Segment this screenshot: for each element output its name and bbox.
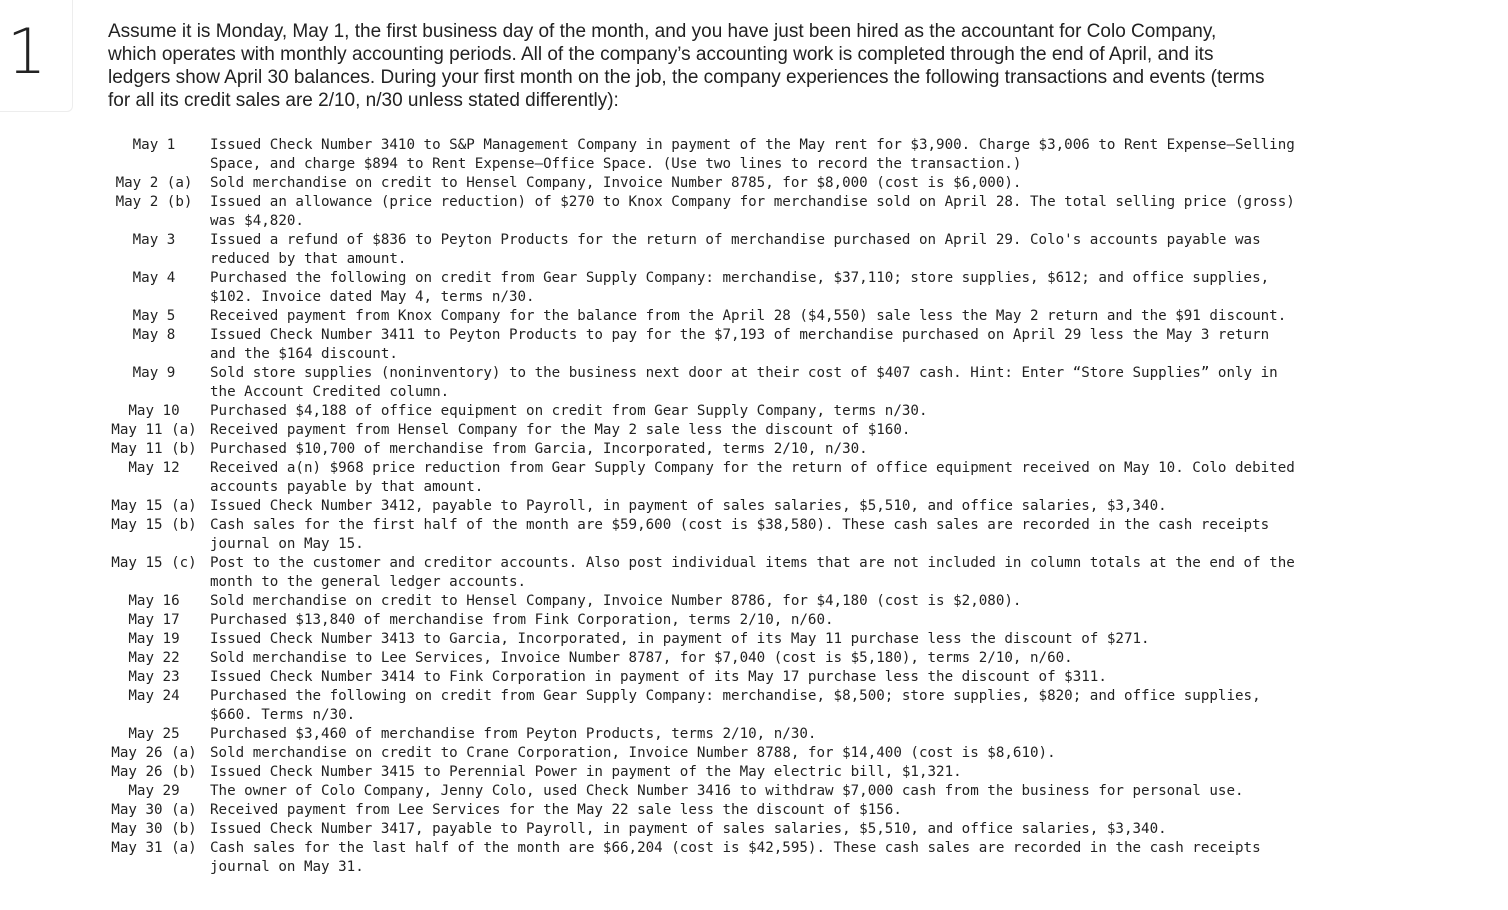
- transaction-row: [108, 516, 1298, 554]
- transaction-row: [108, 440, 1298, 459]
- transaction-description: Purchased $10,700 of merchandise from Garcia, Incorporated, terms 2/10, n/30.: [210, 441, 868, 457]
- transaction-row: [108, 744, 1298, 763]
- transaction-row: [108, 136, 1298, 174]
- transaction-row: [108, 326, 1298, 364]
- transaction-row: [108, 497, 1298, 516]
- transaction-description: Sold merchandise on credit to Hensel Company, Invoice Number 8785, for $8,000 (cost is $6,000).: [210, 175, 1022, 191]
- transaction-description: Issued Check Number 3410 to S&P Management Company in payment of the May rent for $3,900. Charge $3,006 to Rent Expense—Selling Space, and charge $894 to Rent Expense—Office Space. (Use two lines to record the transaction.): [210, 137, 1295, 172]
- transaction-date: May 22: [128, 650, 180, 666]
- transaction-row: [108, 782, 1298, 801]
- transaction-row: [108, 668, 1298, 687]
- transaction-description: Issued Check Number 3415 to Perennial Power in payment of the May electric bill, $1,321.: [210, 764, 962, 780]
- transaction-description: Purchased $3,460 of merchandise from Peyton Products, terms 2/10, n/30.: [210, 726, 817, 742]
- transaction-date: May 2 (b): [115, 194, 193, 210]
- transaction-description: Issued an allowance (price reduction) of $270 to Knox Company for merchandise sold on April 28. The total selling price (gross) was $4,820.: [210, 194, 1295, 229]
- transaction-date: May 2 (a): [115, 175, 193, 191]
- transaction-date: May 11 (a): [111, 422, 197, 438]
- transaction-description: Cash sales for the last half of the month are $66,204 (cost is $42,595). These cash sales are recorded in the cash receipts journal on May 31.: [210, 840, 1261, 875]
- transaction-date: May 29: [128, 783, 180, 799]
- transaction-date: May 10: [128, 403, 180, 419]
- transaction-date: May 26 (b): [111, 764, 197, 780]
- transaction-date: May 15 (c): [111, 555, 197, 571]
- transaction-date: May 30 (b): [111, 821, 197, 837]
- transaction-description: Received payment from Hensel Company for the May 2 sale less the discount of $160.: [210, 422, 911, 438]
- transaction-row: [108, 231, 1298, 269]
- transaction-description: Purchased $13,840 of merchandise from Fink Corporation, terms 2/10, n/60.: [210, 612, 834, 628]
- transaction-date: May 11 (b): [111, 441, 197, 457]
- transaction-description: Issued Check Number 3412, payable to Payroll, in payment of sales salaries, $5,510, and office salaries, $3,340.: [210, 498, 1167, 514]
- transaction-row: [108, 839, 1298, 877]
- transaction-date: May 26 (a): [111, 745, 197, 761]
- transaction-description: Issued a refund of $836 to Peyton Products for the return of merchandise purchased on April 29. Colo's accounts payable was reduced by that amount.: [210, 232, 1261, 267]
- transaction-description: Issued Check Number 3413 to Garcia, Incorporated, in payment of its May 11 purchase less the discount of $271.: [210, 631, 1150, 647]
- transaction-description: Purchased the following on credit from Gear Supply Company: merchandise, $37,110; store supplies, $612; and office supplies, $102. Invoice dated May 4, terms n/30.: [210, 270, 1270, 305]
- transaction-row: [108, 763, 1298, 782]
- transaction-date: May 16: [128, 593, 180, 609]
- transaction-description: Received a(n) $968 price reduction from Gear Supply Company for the return of office equipment received on May 10. Colo debited accounts payable by that amount.: [210, 460, 1295, 495]
- transaction-description: Purchased the following on credit from Gear Supply Company: merchandise, $8,500; store supplies, $820; and office supplies, $660. Terms n/30.: [210, 688, 1261, 723]
- question-number: 1: [7, 15, 47, 88]
- transaction-description: Sold merchandise on credit to Crane Corporation, Invoice Number 8788, for $14,400 (cost is $8,610).: [210, 745, 1056, 761]
- transaction-list: [108, 136, 1298, 877]
- transaction-date: May 23: [128, 669, 180, 685]
- transaction-row: [108, 725, 1298, 744]
- transaction-description: Received payment from Knox Company for the balance from the April 28 ($4,550) sale less the May 2 return and the $91 discount.: [210, 308, 1287, 324]
- transaction-description: Sold merchandise to Lee Services, Invoice Number 8787, for $7,040 (cost is $5,180), terms 2/10, n/60.: [210, 650, 1073, 666]
- transaction-row: [108, 459, 1298, 497]
- transaction-description: Received payment from Lee Services for the May 22 sale less the discount of $156.: [210, 802, 902, 818]
- transaction-description: Cash sales for the first half of the month are $59,600 (cost is $38,580). These cash sales are recorded in the cash receipts journal on May 15.: [210, 517, 1270, 552]
- transaction-date: May 5: [132, 308, 176, 324]
- transaction-description: The owner of Colo Company, Jenny Colo, used Check Number 3416 to withdraw $7,000 cash from the business for personal use.: [210, 783, 1244, 799]
- transaction-description: Sold merchandise on credit to Hensel Company, Invoice Number 8786, for $4,180 (cost is $2,080).: [210, 593, 1022, 609]
- transaction-date: May 19: [128, 631, 180, 647]
- transaction-row: [108, 611, 1298, 630]
- transaction-date: May 25: [128, 726, 180, 742]
- transaction-row: [108, 269, 1298, 307]
- transaction-description: Issued Check Number 3411 to Peyton Products to pay for the $7,193 of merchandise purchased on April 29 less the May 3 return and the $164 discount.: [210, 327, 1270, 362]
- transaction-description: Post to the customer and creditor accounts. Also post individual items that are not included in column totals at the end of the month to the general ledger accounts.: [210, 555, 1295, 590]
- transaction-row: [108, 174, 1298, 193]
- transaction-date: May 15 (b): [111, 517, 197, 533]
- transaction-date: May 4: [132, 270, 176, 286]
- transaction-row: [108, 687, 1298, 725]
- transaction-date: May 3: [132, 232, 176, 248]
- transaction-date: May 8: [132, 327, 176, 343]
- transaction-date: May 9: [132, 365, 176, 381]
- transaction-description: Sold store supplies (noninventory) to the business next door at their cost of $407 cash. Hint: Enter “Store Supplies” only in the Account Credited column.: [210, 365, 1278, 400]
- transaction-row: [108, 820, 1298, 839]
- transaction-date: May 15 (a): [111, 498, 197, 514]
- transaction-row: [108, 364, 1298, 402]
- transaction-row: [108, 307, 1298, 326]
- transaction-date: May 24: [128, 688, 180, 704]
- transaction-row: [108, 649, 1298, 668]
- question-intro: Assume it is Monday, May 1, the first business day of the month, and you have just been hired as the accountant for Colo Company, which operates with monthly accounting periods. All of the company’s accounting work is completed through the end of April, and its ledgers show April 30 balances. During your first month on the job, the company experiences the following transactions and events (terms for all its credit sales are 2/10, n/30 unless stated differently):: [108, 21, 1265, 111]
- transaction-row: [108, 592, 1298, 611]
- question-number-box: [0, 0, 73, 112]
- transaction-row: [108, 402, 1298, 421]
- transaction-description: Issued Check Number 3417, payable to Payroll, in payment of sales salaries, $5,510, and office salaries, $3,340.: [210, 821, 1167, 837]
- transaction-row: [108, 630, 1298, 649]
- transaction-date: May 1: [132, 137, 176, 153]
- transaction-row: [108, 554, 1298, 592]
- transaction-description: Issued Check Number 3414 to Fink Corporation in payment of its May 17 purchase less the discount of $311.: [210, 669, 1107, 685]
- transaction-date: May 17: [128, 612, 180, 628]
- transaction-date: May 12: [128, 460, 180, 476]
- transaction-date: May 31 (a): [111, 840, 197, 856]
- transaction-description: Purchased $4,188 of office equipment on credit from Gear Supply Company, terms n/30.: [210, 403, 928, 419]
- transaction-row: [108, 421, 1298, 440]
- transaction-row: [108, 193, 1298, 231]
- transaction-date: May 30 (a): [111, 802, 197, 818]
- transaction-row: [108, 801, 1298, 820]
